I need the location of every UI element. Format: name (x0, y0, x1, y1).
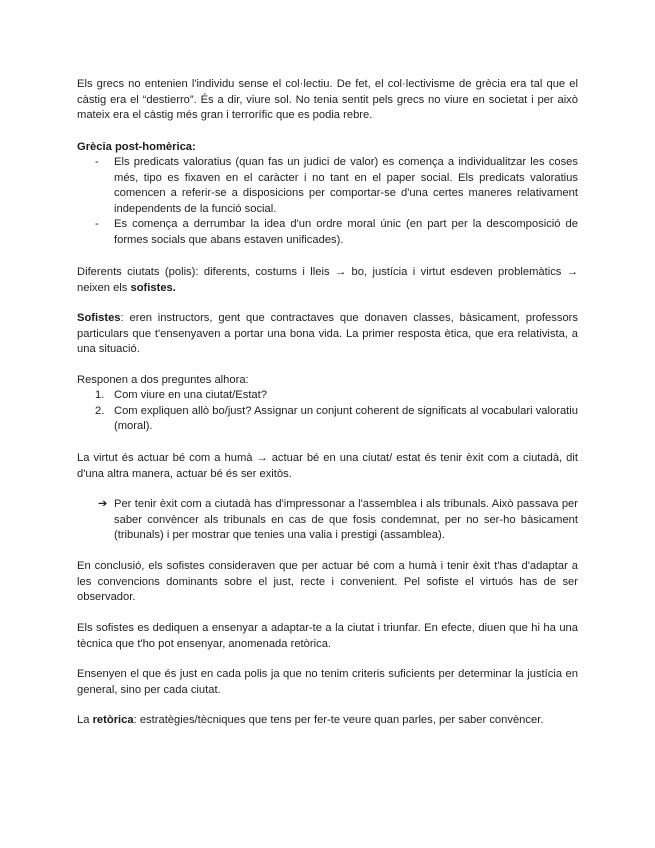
sofistes-teach-paragraph: Els sofistes es dediquen a ensenyar a adaptar-te a la ciutat i triunfar. En efecte, diuen que hi ha una tècnica que t'ho pot ensenyar, anomenada retòrica. (77, 622, 578, 650)
number-marker: 2. (95, 404, 105, 417)
justice-paragraph: Ensenyen el que és just en cada polis ja que no tenim criteris suficients per determinar la justícia en general, sino per cada ciutat. (77, 668, 578, 696)
list-item (77, 155, 578, 217)
retorica-definition: : estratègies/tècniques que tens per fer-te veure quan parles, per saber convèncer. (133, 714, 544, 726)
list-item (77, 217, 578, 248)
list-item-text: Com viure en una ciutat/Estat? (114, 389, 267, 401)
retorica-pre: La (77, 714, 93, 726)
list-item-text: Es comença a derrumbar la idea d'un ordre moral únic (en part per la descomposició de formes socials que abans estaven unificades). (114, 218, 578, 246)
virtue-paragraph: La virtut és actuar bé com a humà → actuar bé en una ciutat/ estat és tenir èxit com a ciutadà, dit d'una altra manera, actuar bé és ser exitòs. (77, 452, 578, 480)
dash-marker: - (95, 156, 99, 168)
list-item-text: Com expliquen allò bo/just? Assignar un conjunt coherent de significats al vocabulari valoratiu (moral). (114, 404, 578, 433)
sofistes-paragraph (77, 311, 578, 358)
list-item-text: Els predicats valoratius (quan fas un judici de valor) es comença a individualitzar les coses més, tipo es fixaven en el caràcter i no tant en el paper social. Els predicats valoratius comencen a referir-se a disposicions per comportar-se d'una certes maneres relativament independents de la funció social. (114, 156, 578, 215)
sofistes-definition: : eren instructors, gent que contractaves que donaven classes, bàsicament, professors particulars que t'ensenyaven a portar una bona vida. La primer resposta ètica, que era relativista, a una situació. (77, 312, 578, 356)
list-item (77, 404, 578, 435)
arrow-list (96, 497, 578, 544)
sofistes-term: Sofistes (77, 312, 121, 324)
number-marker: 1. (95, 389, 105, 401)
cities-text: Diferents ciutats (polis): diferents, costums i lleis → bo, justícia i virtut esdeven problemàtics → neixen els (77, 266, 578, 294)
dash-marker: - (95, 218, 99, 231)
questions-intro: Responen a dos preguntes alhora: (77, 374, 249, 386)
heading-text: Grècia post-homèrica: (77, 141, 196, 153)
retorica-term: retòrica (92, 714, 134, 726)
list-item (96, 497, 578, 544)
section-heading (77, 140, 578, 156)
numbered-list (77, 388, 578, 435)
intro-paragraph: Els grecs no entenien l'individu sense el col·lectiu. De fet, el col·lectivisme de grècia era tal que el càstig era el “destierro”. És a dir, viure sol. No tenia sentit pels grecs no viure en societat i per això mateix era el càstig més gran i terrorífic que es podia rebre. (77, 78, 578, 122)
cities-paragraph (77, 265, 578, 296)
retorica-paragraph (77, 713, 578, 729)
list-item (77, 388, 578, 404)
bullet-list (77, 155, 578, 249)
list-item-text: Per tenir èxit com a ciutadà has d'impressonar a l'assemblea i als tribunals. Això passava per saber convèncer als tribunals en cas de que fosis condemnat, per no ser-ho bàsicament (tribunals) i per mostrar que tenies una valia i prestigi (assamblea). (114, 498, 578, 542)
conclusion-paragraph: En conclusió, els sofistes consideraven que per actuar bé com a humà i tenir èxit t'has d'adaptar a les convencions dominants sobre el just, recte i convenient. Pel sofiste el virtuós has de ser observador. (77, 560, 578, 604)
arrow-marker-icon: ➔ (98, 498, 108, 510)
sofistes-bold: sofistes. (130, 281, 176, 294)
